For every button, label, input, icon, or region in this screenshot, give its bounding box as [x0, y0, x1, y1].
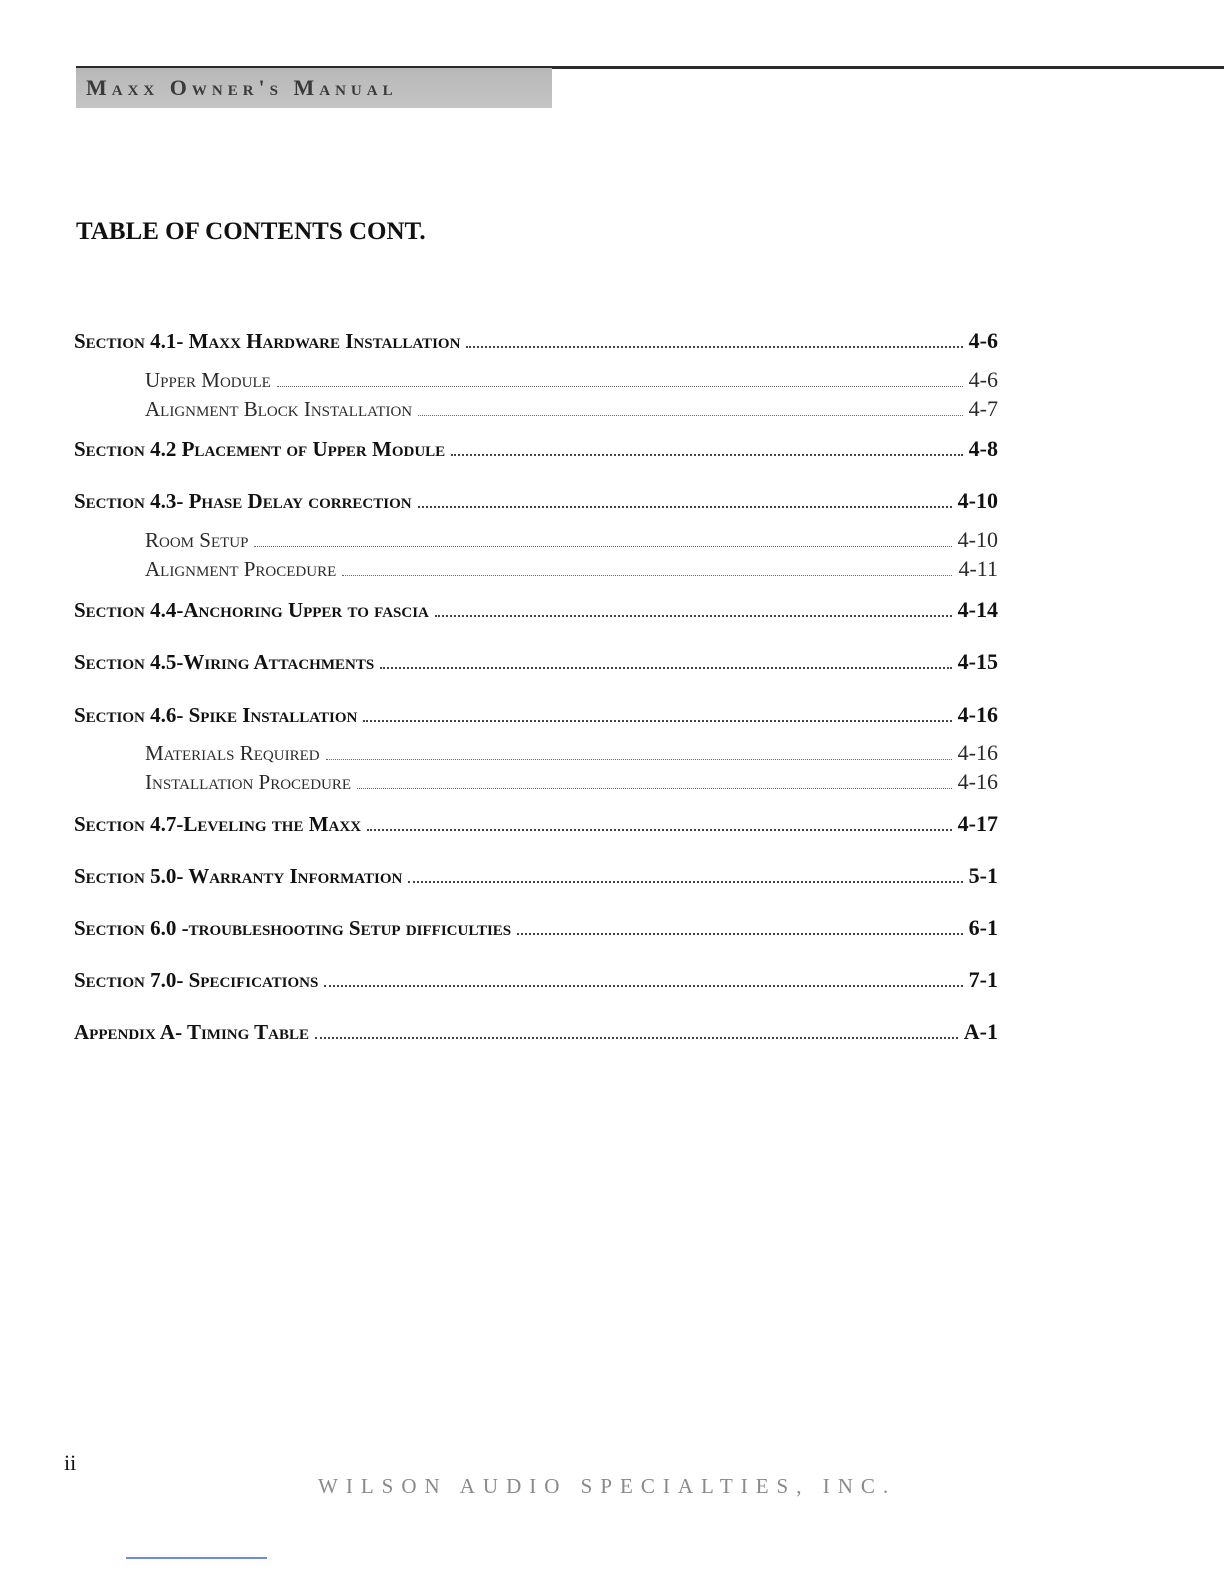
toc-entry-label: Materials Required: [145, 741, 320, 765]
toc-entry-label: Section 6.0 -troubleshooting Setup difficulties: [74, 916, 512, 940]
dot-leader: [363, 699, 951, 722]
toc-entry-page: 4-11: [958, 556, 998, 581]
toc-entry[interactable]: [74, 325, 998, 354]
toc-entry-label: Alignment Block Installation: [145, 397, 413, 421]
toc-entry-label: Section 4.1- Maxx Hardware Installation: [74, 329, 461, 353]
dot-leader: [408, 860, 962, 883]
toc-subentry[interactable]: [145, 738, 998, 766]
dot-leader: [324, 964, 962, 987]
toc-entry-page: 4-7: [968, 396, 998, 421]
footer-link-underline: [126, 1557, 267, 1559]
toc-entry[interactable]: [74, 808, 998, 837]
toc-entry-page: 4-16: [957, 702, 998, 727]
toc-entry[interactable]: [74, 699, 998, 728]
header-title: Maxx Owner's Manual: [86, 75, 398, 100]
dot-leader: [466, 325, 962, 348]
toc-entry-page: 4-15: [957, 649, 998, 674]
toc-entry-label: Upper Module: [145, 368, 271, 392]
toc-subentry[interactable]: [145, 767, 998, 795]
toc-entry-page: 6-1: [968, 915, 998, 940]
toc-subentry[interactable]: [145, 394, 998, 422]
toc-entry-page: 4-17: [957, 811, 998, 836]
toc-entry-label: Installation Procedure: [145, 770, 352, 794]
toc-entry[interactable]: [74, 594, 998, 623]
toc-subentry[interactable]: [145, 525, 998, 553]
dot-leader: [326, 738, 952, 760]
dot-leader: [315, 1016, 958, 1039]
dot-leader: [380, 646, 951, 669]
toc-entry[interactable]: [74, 433, 998, 462]
toc-entry-label: Alignment Procedure: [145, 557, 337, 581]
dot-leader: [517, 912, 963, 935]
toc-entry[interactable]: [74, 485, 998, 514]
toc-entry[interactable]: [74, 1016, 998, 1045]
dot-leader: [451, 433, 962, 456]
toc-entry-label: Section 7.0- Specifications: [74, 968, 319, 992]
toc-entry-page: A-1: [963, 1019, 998, 1044]
dot-leader: [357, 767, 952, 789]
toc-entry-label: Room Setup: [145, 528, 249, 552]
toc-entry-label: Section 4.6- Spike Installation: [74, 703, 358, 727]
dot-leader: [435, 594, 952, 617]
toc-entry-label: Section 4.2 Placement of Upper Module: [74, 437, 446, 461]
toc-entry[interactable]: [74, 964, 998, 993]
toc-entry-page: 4-6: [968, 367, 998, 392]
toc-entry-page: 4-8: [968, 436, 998, 461]
toc-entry-page: 4-16: [957, 740, 998, 765]
toc-heading: TABLE OF CONTENTS CONT.: [76, 218, 426, 245]
toc-entry-label: Appendix A- Timing Table: [74, 1020, 310, 1044]
toc-entry-label: Section 4.4-Anchoring Upper to fascia: [74, 598, 429, 622]
dot-leader: [342, 554, 952, 576]
footer-company: WILSON AUDIO SPECIALTIES, INC.: [318, 1474, 897, 1498]
toc-entry-label: Section 4.7-Leveling the Maxx: [74, 812, 362, 836]
toc-entry-label: Section 4.5-Wiring Attachments: [74, 650, 375, 674]
toc-subentry[interactable]: [145, 554, 998, 582]
toc-entry[interactable]: [74, 646, 998, 675]
dot-leader: [277, 365, 963, 387]
page-number: ii: [64, 1450, 77, 1475]
toc-entry-page: 4-10: [957, 527, 998, 552]
dot-leader: [418, 485, 952, 508]
dot-leader: [254, 525, 951, 547]
toc-entry-page: 4-16: [957, 769, 998, 794]
toc-entry-label: Section 4.3- Phase Delay correction: [74, 489, 412, 513]
toc-entry-label: Section 5.0- Warranty Information: [74, 864, 403, 888]
dot-leader: [367, 808, 952, 831]
toc-entry-page: 5-1: [968, 863, 998, 888]
toc-entry-page: 7-1: [968, 967, 998, 992]
toc-entry[interactable]: [74, 860, 998, 889]
toc-entry[interactable]: [74, 912, 998, 941]
toc-subentry[interactable]: [145, 365, 998, 393]
toc-entry-page: 4-6: [968, 328, 998, 353]
toc-entry-page: 4-10: [957, 488, 998, 513]
toc-entry-page: 4-14: [957, 597, 998, 622]
dot-leader: [418, 394, 963, 416]
